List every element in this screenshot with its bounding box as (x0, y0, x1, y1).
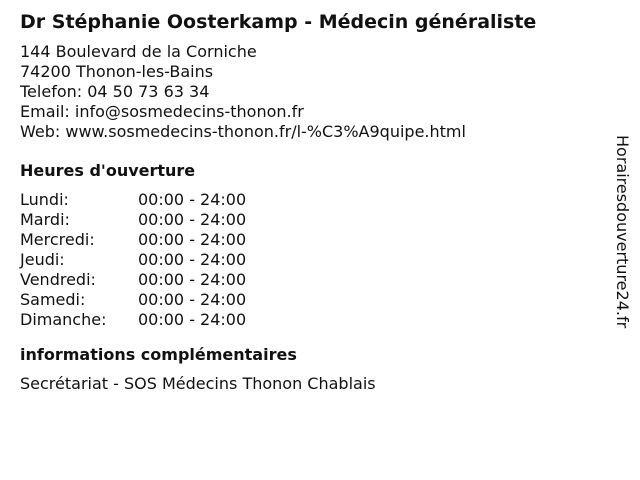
day-label: Mercredi: (20, 230, 95, 249)
hours-row-thursday (20, 250, 600, 270)
time-range: 00:00 - 24:00 (138, 210, 247, 229)
phone-number: Telefon: 04 50 73 63 34 (20, 82, 210, 101)
time-range: 00:00 - 24:00 (138, 250, 247, 269)
hours-row-sunday (20, 310, 600, 330)
address-street: 144 Boulevard de la Corniche (20, 42, 257, 61)
opening-hours-heading: Heures d'ouverture (20, 161, 196, 180)
contact-block (20, 42, 600, 142)
hours-row-saturday (20, 290, 600, 310)
time-range: 00:00 - 24:00 (138, 310, 247, 329)
day-label: Vendredi: (20, 270, 96, 289)
website-url: Web: www.sosmedecins-thonon.fr/l-%C3%A9quipe.html (20, 122, 466, 141)
email-address: Email: info@sosmedecins-thonon.fr (20, 102, 304, 121)
address-city: 74200 Thonon-les-Bains (20, 62, 214, 81)
day-label: Dimanche: (20, 310, 107, 329)
hours-row-tuesday (20, 210, 600, 230)
hours-row-wednesday (20, 230, 600, 250)
page-title: Dr Stéphanie Oosterkamp - Médecin généraliste (20, 11, 537, 33)
opening-hours-table (20, 190, 600, 330)
day-label: Samedi: (20, 290, 86, 309)
listing-card (20, 8, 600, 394)
additional-info-text: Secrétariat - SOS Médecins Thonon Chablais (20, 374, 376, 393)
day-label: Jeudi: (20, 250, 65, 269)
day-label: Lundi: (20, 190, 69, 209)
time-range: 00:00 - 24:00 (138, 190, 247, 209)
time-range: 00:00 - 24:00 (138, 270, 247, 289)
time-range: 00:00 - 24:00 (138, 290, 247, 309)
time-range: 00:00 - 24:00 (138, 230, 247, 249)
additional-info-heading: informations complémentaires (20, 345, 297, 364)
hours-row-monday (20, 190, 600, 210)
site-watermark: Horairesdouverture24.fr (613, 135, 632, 329)
hours-row-friday (20, 270, 600, 290)
day-label: Mardi: (20, 210, 70, 229)
